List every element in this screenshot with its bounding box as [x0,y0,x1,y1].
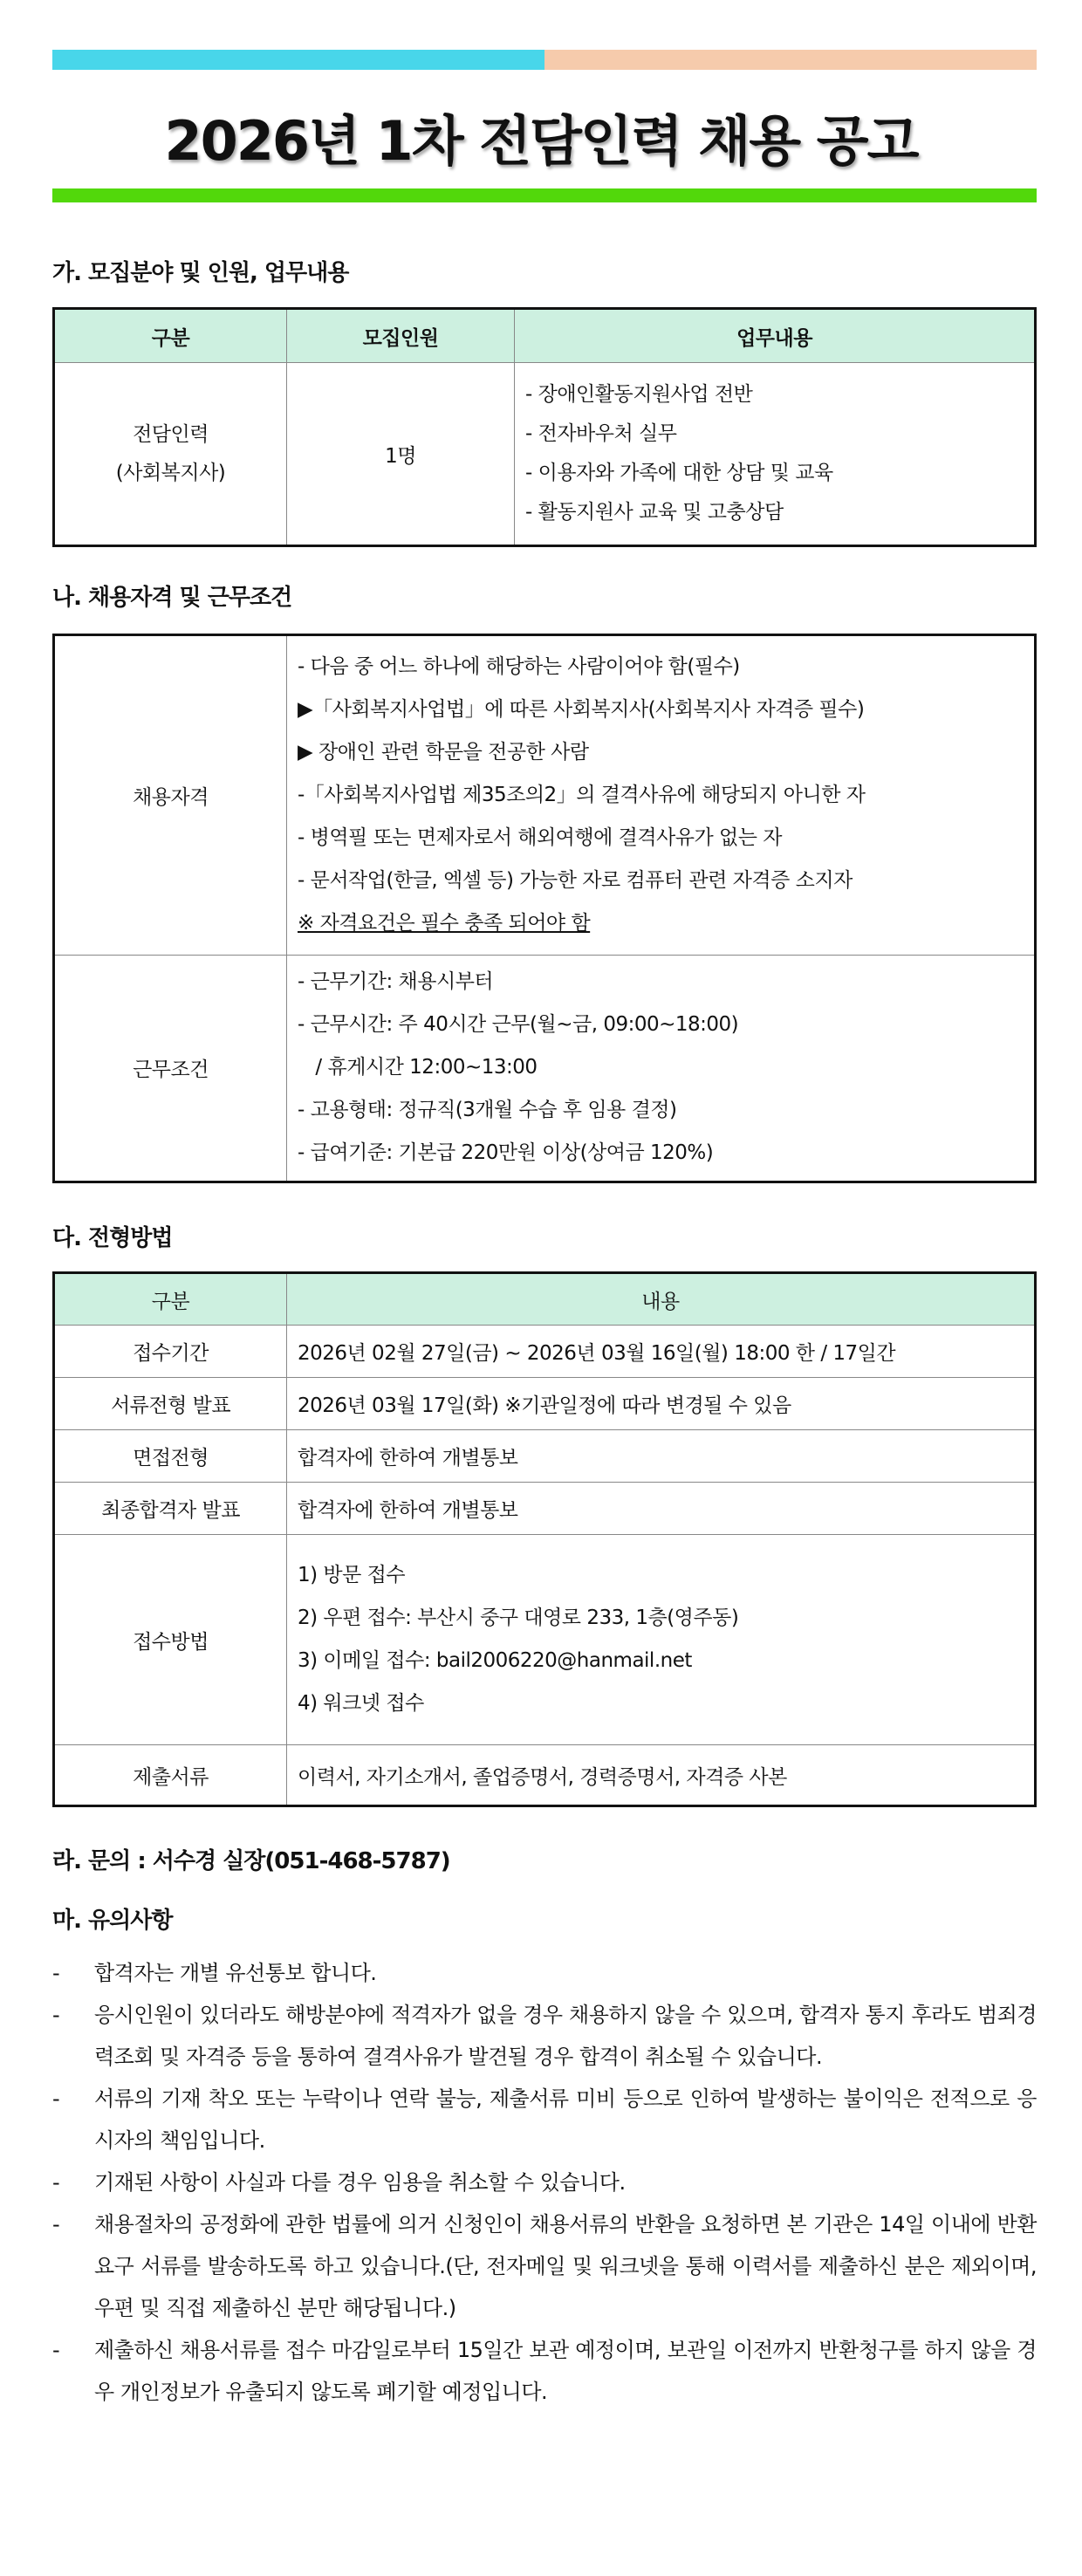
condition-line: - 근무시간: 주 40시간 근무(월~금, 09:00~18:00) [298,1013,739,1037]
note-item [52,1994,1037,2078]
conditions-label: 근무조건 [54,955,287,1182]
section-e-heading: 마. 유의사항 [52,1908,173,1934]
qualification-line: -「사회복지사업법 제35조의2」의 결격사유에 해당되지 아니한 자 [298,783,866,806]
row-label: 면접전형 [54,1430,287,1483]
qualification-line: - 다음 중 어느 하나에 해당하는 사람이어야 함(필수) [298,654,740,678]
section-c-heading: 다. 전형방법 [52,1225,173,1251]
count-cell: 1명 [287,363,515,546]
qualification-line: - 문서작업(한글, 엑셀 등) 가능한 자로 컴퓨터 관련 자격증 소지자 [298,868,853,892]
row-label: 접수기간 [54,1326,287,1378]
qualification-line: - 병역필 또는 면제자로서 해외여행에 결격사유가 없는 자 [298,826,782,849]
duty-item: - 전자바우처 실무 [525,422,677,445]
duty-item: - 장애인활동지원사업 전반 [525,383,753,406]
qualification-line: ▶「사회복지사업법」에 따른 사회복지사(사회복지사 자격증 필수) [298,697,865,721]
top-bar-cyan [52,50,544,70]
header-count: 모집인원 [287,309,515,363]
qualification-label: 채용자격 [54,635,287,956]
method-item: 2) 우편 접수: 부산시 중구 대영로 233, 1층(영주동) [298,1607,739,1629]
bullet-dash: - [52,2170,60,2195]
header-duties: 업무내용 [515,309,1036,363]
recruitment-table [52,307,1037,547]
condition-line: - 고용형태: 정규직(3개월 수습 후 임용 결정) [298,1099,677,1122]
note-item [52,1952,1037,1994]
note-item [52,2329,1037,2413]
bullet-dash: - [52,2086,60,2111]
qualification-line: ▶ 장애인 관련 학문을 전공한 사람 [298,740,589,764]
duties-cell [515,363,1036,546]
row-value: 2026년 03월 17일(화) ※기관일정에 따라 변경될 수 있음 [287,1378,1036,1430]
note-text: 기재된 사항이 사실과 다를 경우 임용을 취소할 수 있습니다. [94,2170,626,2195]
notes-list [52,1952,1037,2413]
row-label: 접수방법 [54,1535,287,1745]
qualification-cell [287,635,1036,956]
conditions-cell [287,955,1036,1182]
duty-item: - 활동지원사 교육 및 고충상담 [525,501,784,524]
note-item [52,2078,1037,2162]
method-item-email: 3) 이메일 접수: bail2006220@hanmail.net [298,1649,692,1672]
bullet-dash: - [52,1961,60,1985]
top-color-bar [52,50,1037,70]
selection-table [52,1271,1037,1807]
bullet-dash: - [52,2338,60,2362]
qualification-note: ※ 자격요건은 필수 충족 되어야 함 [298,911,591,935]
row-value: 이력서, 자기소개서, 졸업증명서, 경력증명서, 자격증 사본 [287,1745,1036,1806]
method-item: 4) 워크넷 접수 [298,1692,424,1715]
section-a-heading: 가. 모집분야 및 인원, 업무내용 [52,260,349,286]
submission-methods-cell [287,1535,1036,1745]
section-b-heading: 나. 채용자격 및 근무조건 [52,585,292,611]
qualification-table [52,634,1037,1183]
contact-heading: 라. 문의 : 서수경 실장(051-468-5787) [52,1848,450,1874]
note-item [52,2162,1037,2203]
header-content: 내용 [287,1273,1036,1326]
note-text: 합격자는 개별 유선통보 합니다. [94,1961,377,1985]
bullet-dash: - [52,2212,60,2237]
note-text: 제출하신 채용서류를 접수 마감일로부터 15일간 보관 예정이며, 보관일 이전까지 반환청구를 하지 않을 경우 개인정보가 유출되지 않도록 폐기할 예정입니다. [94,2338,1037,2404]
note-text: 서류의 기재 착오 또는 누락이나 연락 불능, 제출서류 미비 등으로 인하여 발생하는 불이익은 전적으로 응시자의 책임입니다. [94,2086,1037,2153]
page-title: 2026년 1차 전담인력 채용 공고 [164,109,918,173]
category-cell [54,363,287,546]
note-text: 채용절차의 공정화에 관한 법률에 의거 신청인이 채용서류의 반환을 요청하면 본 기관은 14일 이내에 반환요구 서류를 발송하도록 하고 있습니다.(단, 전자메일 및 워크넷을 통해 이력서를 제출하신 분은 제외이며, 우편 및 직접 제출하신 분만 해당됩니다.) [94,2212,1037,2320]
row-label: 최종합격자 발표 [54,1483,287,1535]
condition-line: - 급여기준: 기본급 220만원 이상(상여금 120%) [298,1141,714,1165]
header-category: 구분 [54,1273,287,1326]
top-bar-peach [544,50,1037,70]
duty-item: - 이용자와 가족에 대한 상담 및 교육 [525,462,833,484]
bullet-dash: - [52,2003,60,2027]
row-value: 2026년 02월 27일(금) ~ 2026년 03월 16일(월) 18:00 한 / 17일간 [287,1326,1036,1378]
method-item: 1) 방문 접수 [298,1564,406,1586]
row-value: 합격자에 한하여 개별통보 [287,1430,1036,1483]
note-text: 응시인원이 있더라도 해방분야에 적격자가 없을 경우 채용하지 않을 수 있으며, 합격자 통지 후라도 범죄경력조회 및 자격증 등을 통하여 결격사유가 발견될 경우 합격이 취소될 수 있습니다. [94,2003,1037,2069]
row-label: 서류전형 발표 [54,1378,287,1430]
condition-line: - 근무기간: 채용시부터 [298,970,494,994]
row-label: 제출서류 [54,1745,287,1806]
category-name: 전담인력 [133,423,209,446]
header-category: 구분 [54,309,287,363]
row-value: 합격자에 한하여 개별통보 [287,1483,1036,1535]
category-sub: (사회복지사) [115,462,226,484]
title-underline-bar [52,188,1037,202]
condition-line: / 휴게시간 12:00~13:00 [298,1056,538,1079]
note-item [52,2203,1037,2329]
